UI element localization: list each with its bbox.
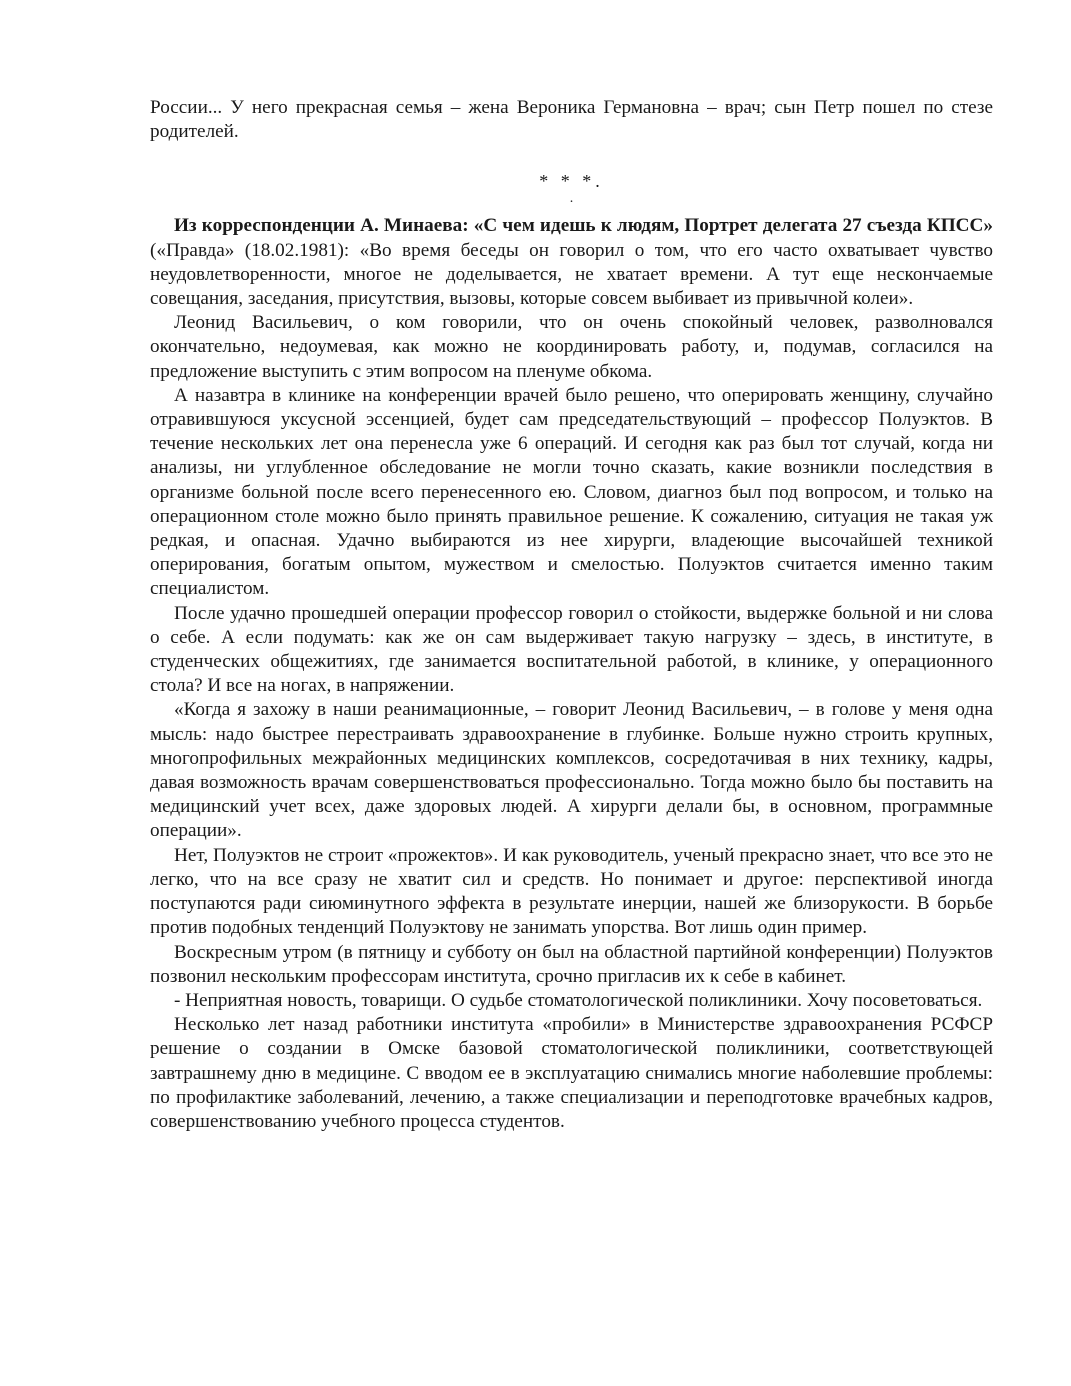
separator-dot: .	[569, 191, 574, 207]
paragraph-7: Воскресным утром (в пятницу и субботу он был на областной партийной конференции) Полуэктов позвонил нескольким профессорам института, срочно пригласив их к себе в кабинет.	[150, 941, 993, 987]
paragraph-3: А назавтра в клинике на конференции врачей было решено, что оперировать женщину, случайно отравившуюся уксусной эссенцией, будет сам председательствующий – профессор Полуэктов. В течение нескольких лет она перенесла уже 6 операций. И сегодня как раз был тот случай, когда ни анализы, ни углубленное обследование не могли точно сказать, какие возникли последствия в организме больной после всего перенесенного ею. Словом, диагноз был под вопросом, и только на операционном столе можно было принять правильное решение. К сожалению, ситуация не такая уж редкая, и опасная. Удачно выбираются из нее хирурги, владеющие высочайшей техникой оперирования, богатым опытом, мужеством и смелостью. Полуэктов считается именно таким специалистом.	[150, 384, 993, 600]
section-separator: * * *.	[539, 171, 604, 192]
paragraph-1	[150, 214, 993, 311]
document-page	[150, 96, 993, 1134]
paragraph-5: «Когда я захожу в наши реанимационные, – говорит Леонид Васильевич, – в голове у меня одна мысль: надо быстрее перестраивать здравоохранение в глубинке. Больше нужно строить крупных, многопрофильных межрайонных медицинских комплексов, сосредотачивая в них технику, кадры, давая возможность врачам совершенствоваться профессионально. Тогда можно было бы поставить на медицинский учет всех, даже здоровых людей. А хирурги делали бы, в основном, программные операции».	[150, 699, 993, 842]
paragraph-6: Нет, Полуэктов не строит «прожектов». И как руководитель, ученый прекрасно знает, что все это не легко, что на все сразу не хватит сил и средств. Но понимает и другое: перспективой иногда поступаются ради сиюминутного эффекта в результате инерции, нашей же близорукости. В борьбе против подобных тенденций Полуэктову не занимать упорства. Вот лишь один пример.	[150, 844, 993, 939]
paragraph-9: Несколько лет назад работники института «пробили» в Министерстве здравоохранения РСФСР решение о создании в Омске базовой стоматологической поликлиники, соответствующей завтрашнему дню в медицине. С вводом ее в эксплуатацию снимались многие наболевшие проблемы: по профилактике заболеваний, лечению, а также специализации и переподготовке врачебных кадров, совершенствованию учебного процесса студентов.	[150, 1014, 993, 1132]
paragraph-4: После удачно прошедшей операции профессор говорил о стойкости, выдержке больной и ни слова о себе. А если подумать: как же он сам выдерживает такую нагрузку – здесь, в институте, в студенческих общежитиях, где занимается воспитательной работой, в клинике, у операционного стола? И все на ногах, в напряжении.	[150, 602, 993, 697]
paragraph-8: - Неприятная новость, товарищи. О судьбе стоматологической поликлиники. Хочу посоветоваться.	[174, 989, 983, 1011]
paragraph-2: Леонид Васильевич, о ком говорили, что он очень спокойный человек, разволновался окончательно, недоумевая, как можно не координировать работу, и, подумав, согласился на предложение выступить с этим вопросом на пленуме обкома.	[150, 312, 993, 382]
paragraph-1-heading: Из корреспонденции А. Минаева: «С чем идешь к людям, Портрет делегата 27 съезда КПСС»	[174, 215, 993, 237]
paragraph-1-text: («Правда» (18.02.1981): «Во время беседы он говорил о том, что его часто охватывает чувство неудовлетворенности, многое не доделывается, не хватает времени. А тут еще нескончаемые совещания, заседания, присутствия, вызовы, которые совсем выбивает из привычной колеи».	[150, 239, 993, 310]
intro-paragraph: России... У него прекрасная семья – жена Вероника Германовна – врач; сын Петр пошел по стезе родителей.	[150, 97, 993, 143]
